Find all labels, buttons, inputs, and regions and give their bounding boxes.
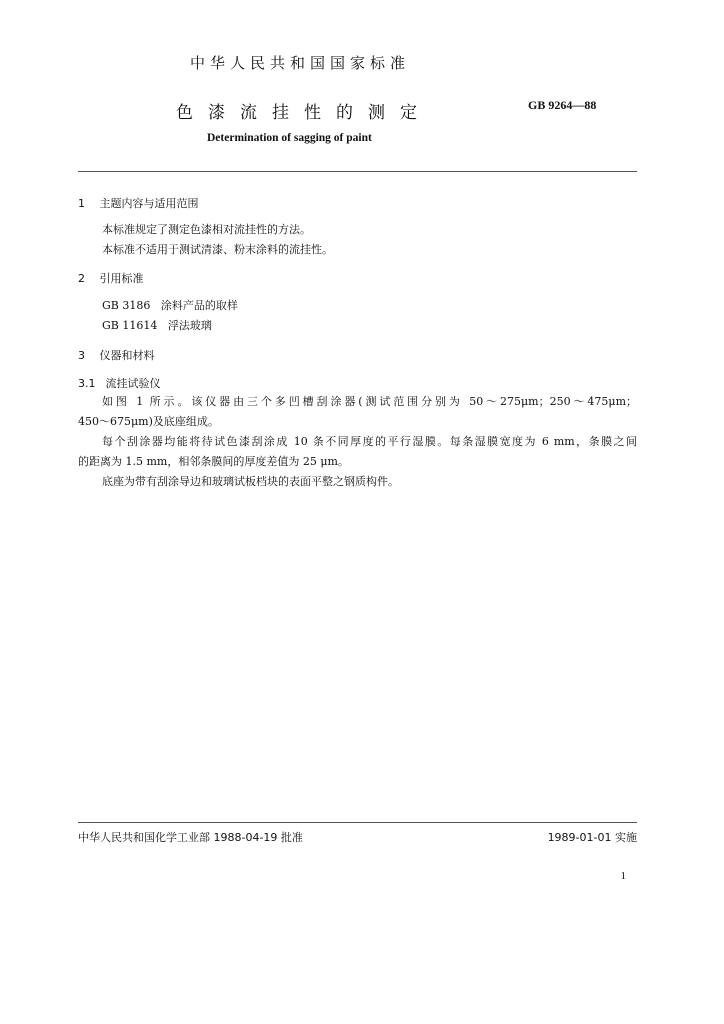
paragraph-line: 底座为带有刮涂导边和玻璃试板档块的表面平整之钢质构件。 — [102, 475, 399, 488]
section-3-title: 仪器和材料 — [99, 349, 155, 362]
section-1-heading — [78, 195, 199, 211]
paragraph-line: 的距离为 1.5 mm，相邻条膜间的厚度差值为 25 μm。 — [78, 455, 349, 468]
paragraph-line: 每个刮涂器均能将待试色漆刮涂成 10 条不同厚度的平行湿膜。每条湿膜宽度为 6 mm，条膜之间 — [102, 435, 637, 448]
reference-name: 涂料产品的取样 — [160, 299, 238, 312]
section-2-title: 引用标准 — [99, 272, 144, 285]
subsection-3-1-heading — [78, 375, 161, 391]
paragraph-line: 450～675μm)及底座组成。 — [78, 415, 219, 428]
reference-item — [102, 297, 238, 313]
section-3-number: 3 — [78, 349, 85, 362]
section-2-heading — [78, 270, 144, 286]
reference-item — [102, 317, 212, 333]
page-number: 1 — [620, 870, 626, 882]
section-2-number: 2 — [78, 272, 85, 285]
footer-divider — [78, 822, 637, 823]
reference-code: GB 11614 — [102, 319, 158, 332]
standard-organization: 中华人民共和国国家标准 — [190, 54, 411, 72]
reference-name: 浮法玻璃 — [167, 319, 212, 332]
english-title: Determination of sagging of paint — [207, 132, 372, 144]
standard-number: GB 9264—88 — [528, 98, 597, 112]
section-1-title: 主题内容与适用范围 — [99, 197, 199, 210]
approval-note: 中华人民共和国化学工业部 1988-04-19 批准 — [78, 831, 303, 844]
subsection-3-1-body — [78, 392, 637, 492]
effective-date: 1989-01-01 实施 — [547, 831, 637, 844]
page-title: 色漆流挂性的测定 — [176, 103, 432, 123]
section-1-line-2: 本标准不适用于测试清漆、粉末涂料的流挂性。 — [102, 243, 333, 256]
reference-code: GB 3186 — [102, 299, 151, 312]
section-1-number: 1 — [78, 197, 85, 210]
section-3-heading — [78, 347, 155, 363]
header-divider — [78, 171, 637, 172]
subsection-3-1-number: 3.1 — [78, 377, 96, 390]
subsection-3-1-title: 流挂试验仪 — [105, 377, 161, 390]
paragraph-line: 如图 1 所示。该仪器由三个多凹槽刮涂器(测试范围分别为 50～275μm；250～475μm； — [102, 395, 637, 408]
section-1-line-1: 本标准规定了测定色漆相对流挂性的方法。 — [102, 223, 311, 236]
